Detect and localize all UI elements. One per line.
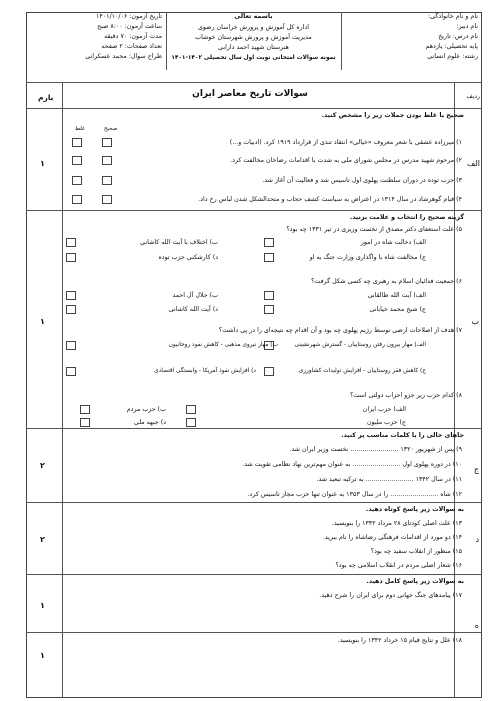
option-checkbox[interactable] <box>80 405 90 414</box>
section-instruction: گزینه صحیح را انتخاب و علامت بزنید. <box>349 214 464 221</box>
option-checkbox[interactable] <box>66 291 76 300</box>
option-label: ج) کاهش فقر روستاییان - افزایش تولیدات کشاورزی <box>298 368 426 374</box>
statement-item: ۳) حزب توده در دوران سلطنت پهلوی اول تاسیس شد و فعالیت آن آغاز شد. <box>262 177 462 184</box>
option-checkbox[interactable] <box>264 367 274 376</box>
section-score: ۱ <box>40 651 45 660</box>
title-row-bottom <box>26 108 482 109</box>
section-divider <box>26 210 482 211</box>
header-center-line: اداره کل آموزش و پرورش خراسان رضوی <box>197 24 310 31</box>
short-answer-item: ۱۴) دو مورد از اقدامات فرهنگی رضاشاه را نام ببرید. <box>322 534 462 541</box>
radif-column-line <box>454 82 455 698</box>
option-checkbox[interactable] <box>66 341 76 350</box>
short-answer-item: ۱۳) علت اصلی کودتای ۲۸ مرداد ۱۳۳۲ را بنویسید. <box>331 520 462 527</box>
fill-blank-item: ۱۰) در دوره پهلوی اول ........................ به عنوان مهم‌ترین نهاد نظامی تقویت شد. <box>242 461 462 468</box>
statement-item: ۱) میرزاده عشقی با شعر معروف «خیالی» انتقاد تندی از قرارداد ۱۹۱۹ کرد. (ادبیات و...) <box>229 139 462 146</box>
fill-blank-item: ۱۱) در سال ۱۳۴۲ ........................ به ترکیه تبعید شد. <box>316 476 462 483</box>
section-letter: د <box>475 535 479 544</box>
header-center-line: هنرستان شهید احمد دارابی <box>218 44 289 51</box>
question-text: ۷) هدف از اصلاحات ارضی توسط رژیم پهلوی چه بود و آن اقدام چه نتیجه‌ای را در پی داشت؟ <box>218 327 462 334</box>
exam-title: سوالات تاریخ معاصر ایران <box>192 89 308 99</box>
header-left-line: تاریخ آزمون: ۱۴۰۱/۱۰/۰۶ <box>95 13 162 20</box>
header-right-line: نام و نام خانوادگی: <box>428 13 478 20</box>
section-divider <box>26 632 482 633</box>
short-answer-item: ۱۵) منظور از انقلاب سفید چه بود؟ <box>370 548 462 555</box>
option-checkbox[interactable] <box>186 418 196 427</box>
section-instruction: به سوالات زیر پاسخ کوتاه دهید. <box>365 506 464 513</box>
option-label: الف) آیت الله طالقانی <box>367 292 426 299</box>
option-checkbox[interactable] <box>264 253 274 262</box>
header-divider <box>341 12 342 70</box>
section-divider <box>26 428 482 429</box>
false-checkbox[interactable] <box>72 195 82 204</box>
option-checkbox[interactable] <box>264 238 274 247</box>
section-instruction: جاهای خالی را با کلمات مناسب پر کنید. <box>341 432 464 439</box>
question-text: ۵) علت استعفای دکتر مصدق از نخست وزیری در تیر ۱۳۳۱ چه بود؟ <box>286 226 462 233</box>
option-label: ج) شیخ محمد خیابانی <box>369 306 426 313</box>
section-score: ۱ <box>40 159 45 168</box>
header-right-line: رشته: علوم انسانی <box>427 53 478 60</box>
fill-blank-item: ۹) پس از شهریور ۱۳۲۰ ........................ نخست وزیر ایران شد. <box>289 446 462 453</box>
false-checkbox[interactable] <box>72 176 82 185</box>
option-checkbox[interactable] <box>66 367 76 376</box>
section-divider <box>26 574 482 575</box>
section-score: ۲ <box>40 535 45 544</box>
section-instruction: به سوالات زیر پاسخ کامل دهید. <box>366 578 464 585</box>
header-left-line: ساعت آزمون: ۸:۰۰ صبح <box>97 23 162 30</box>
option-label: ب) حزب مردم <box>126 406 166 413</box>
section-score: ۱ <box>40 601 45 610</box>
option-checkbox[interactable] <box>264 305 274 314</box>
true-column-label: صحیح <box>104 126 118 132</box>
section-instruction: صحیح یا غلط بودن جملات زیر را مشخص کنید. <box>321 112 464 119</box>
option-label: ج) مخالفت شاه با واگذاری وزارت جنگ به او <box>309 254 426 261</box>
option-checkbox[interactable] <box>186 405 196 414</box>
header-right-line: نام درس: تاریخ <box>438 33 478 40</box>
statement-item: ۲) مرحوم شهید مدرس در مجلس شورای ملی به شدت با اقدامات رضاخان مخالفت کرد. <box>230 157 462 164</box>
option-checkbox[interactable] <box>80 418 90 427</box>
header-center-block <box>166 14 341 72</box>
statement-item: ۴) قیام گوهرشاد در سال ۱۳۱۴ در اعتراض به سیاست کشف حجاب و متحدالشکل شدن لباس رخ داد. <box>198 196 462 203</box>
false-checkbox[interactable] <box>72 156 82 165</box>
option-checkbox[interactable] <box>66 305 76 314</box>
section-letter: ج <box>473 465 479 474</box>
fill-blank-item: ۱۲) شاه ........................ را در سال ۱۳۵۳ به عنوان تنها حزب مجاز تاسیس کرد. <box>247 491 462 498</box>
false-checkbox[interactable] <box>72 138 82 147</box>
header-center-line: مدیریت آموزش و پرورش شهرستان خوشاب <box>195 34 312 41</box>
header-right-line: پایه تحصیلی: یازدهم <box>425 43 478 50</box>
barom-column-line <box>62 82 63 698</box>
section-score: ۱ <box>40 317 45 326</box>
section-letter: ه <box>474 621 479 630</box>
option-label: ب) مهار نیروی مذهبی - کاهش نفوذ روحانیون <box>168 342 278 348</box>
table-top-line <box>26 82 482 83</box>
header-center-line: نمونه سوالات امتحانی نوبت اول سال تحصیلی ۱۴۰۲-۱۴۰۱ <box>171 55 336 61</box>
option-checkbox[interactable] <box>66 253 76 262</box>
option-label: د) افزایش نفوذ آمریکا - وابستگی اقتصادی <box>154 368 256 374</box>
true-checkbox[interactable] <box>102 138 112 147</box>
true-checkbox[interactable] <box>102 156 112 165</box>
option-checkbox[interactable] <box>264 291 274 300</box>
option-label: د) جبهه ملی <box>133 419 166 426</box>
false-column-label: غلط <box>75 126 85 132</box>
true-checkbox[interactable] <box>102 176 112 185</box>
short-answer-item: ۱۶) شعار اصلی مردم در انقلاب اسلامی چه بود؟ <box>335 562 462 569</box>
header-right-line: نام دبیر: <box>456 23 478 30</box>
essay-item: ۱۸) علل و نتایج قیام ۱۵ خرداد ۱۳۴۲ را بنویسید. <box>337 637 462 644</box>
header-divider <box>166 12 167 70</box>
radif-header: ردیف <box>466 93 480 100</box>
option-checkbox[interactable] <box>66 238 76 247</box>
section-divider <box>26 502 482 503</box>
header-left-line: مدت آزمون: ۷۰ دقیقه <box>104 33 162 40</box>
option-label: د) آیت الله کاشانی <box>168 306 218 313</box>
option-label: ج) حزب ملیون <box>366 419 406 426</box>
essay-item: ۱۷) پیامدهای جنگ جهانی دوم برای ایران را شرح دهید. <box>319 592 462 599</box>
header-left-line: طراح سوال: محمد عسکرانی <box>85 53 162 60</box>
option-label: ب) اختلاف با آیت الله کاشانی <box>140 239 218 246</box>
question-text: ۶) جمعیت فدائیان اسلام به رهبری چه کسی شکل گرفت؟ <box>311 278 462 285</box>
section-letter: ب <box>471 317 479 326</box>
option-label: د) کارشکنی حزب توده <box>158 254 218 261</box>
true-checkbox[interactable] <box>102 195 112 204</box>
header-left-line: تعداد صفحات: ۲ صفحه <box>101 43 162 50</box>
option-label: ب) جلال آل احمد <box>172 292 218 299</box>
header <box>26 12 482 82</box>
question-text: ۸) کدام حزب زیر جزو احزاب دولتی است؟ <box>349 392 462 399</box>
header-title: باسمه تعالی <box>234 13 273 20</box>
section-letter: الف <box>467 159 480 168</box>
barom-header: بارم <box>38 93 54 102</box>
option-label: الف) مهار بیرون رفتن روستاییان - گسترش شهرنشینی <box>294 342 426 348</box>
section-score: ۲ <box>40 461 45 470</box>
option-label: الف) دخالت شاه در امور <box>360 239 426 246</box>
option-label: الف) حزب ایران <box>362 406 406 413</box>
